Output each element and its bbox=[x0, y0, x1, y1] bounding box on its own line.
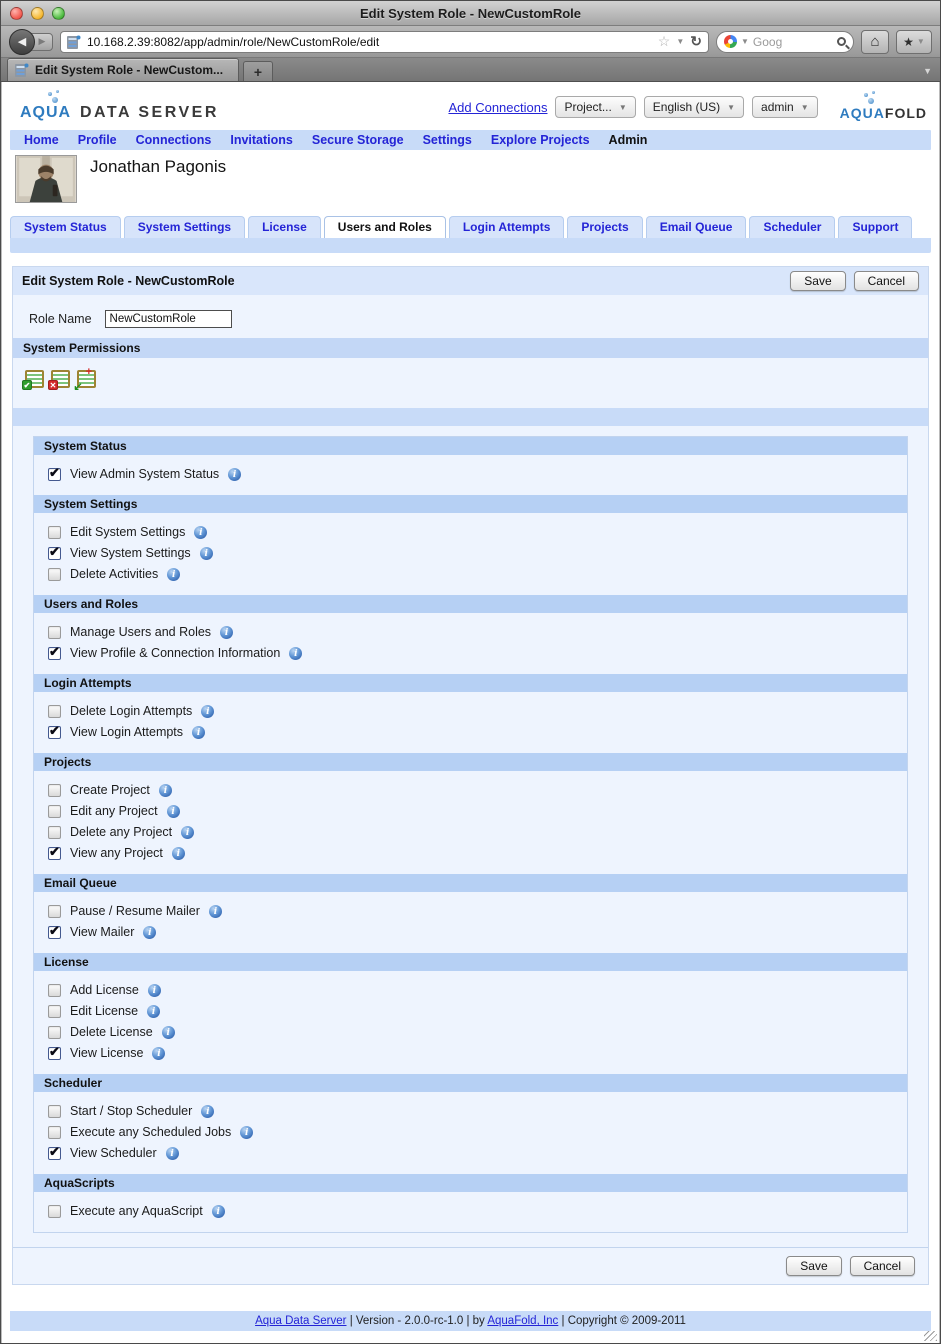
search-input[interactable]: Goog bbox=[752, 34, 783, 49]
info-icon[interactable]: i bbox=[220, 626, 233, 639]
footer-aqua-data-server-link[interactable]: Aqua Data Server bbox=[255, 1315, 347, 1328]
permission-row bbox=[34, 822, 907, 843]
permission-row bbox=[34, 780, 907, 801]
profile-block bbox=[2, 150, 939, 203]
tab-login-attempts[interactable]: Login Attempts bbox=[449, 216, 565, 238]
info-icon[interactable]: i bbox=[289, 647, 302, 660]
permission-label: View Login Attempts bbox=[70, 725, 184, 740]
permission-label: Create Project bbox=[70, 783, 150, 798]
permission-row bbox=[34, 643, 907, 664]
section-body-system-settings bbox=[34, 513, 907, 595]
permission-row bbox=[34, 722, 907, 743]
info-icon[interactable]: i bbox=[167, 805, 180, 818]
save-button[interactable]: Save bbox=[786, 1256, 841, 1276]
tab-license[interactable]: License bbox=[248, 216, 321, 238]
permission-row bbox=[34, 1001, 907, 1022]
permission-row bbox=[34, 622, 907, 643]
panel-separator bbox=[13, 408, 928, 426]
checkbox-manage-users-and-roles[interactable] bbox=[48, 626, 61, 639]
permission-row bbox=[34, 801, 907, 822]
nav-item-profile[interactable]: Profile bbox=[77, 133, 117, 147]
checkbox-edit-any-project[interactable] bbox=[48, 805, 61, 818]
checkbox-pause-resume-mailer[interactable] bbox=[48, 905, 61, 918]
nav-item-secure-storage[interactable]: Secure Storage bbox=[311, 133, 404, 147]
window-titlebar bbox=[1, 1, 940, 26]
browser-toolbar bbox=[1, 26, 940, 58]
tab-system-settings[interactable]: System Settings bbox=[124, 216, 245, 238]
tab-support[interactable]: Support bbox=[838, 216, 912, 238]
permission-label: Start / Stop Scheduler bbox=[70, 1104, 193, 1119]
section-body-email-queue bbox=[34, 892, 907, 953]
tab-email-queue[interactable]: Email Queue bbox=[646, 216, 747, 238]
info-icon[interactable]: i bbox=[240, 1126, 253, 1139]
role-name-input[interactable] bbox=[105, 310, 232, 328]
permission-label: Execute any AquaScript bbox=[70, 1204, 203, 1219]
language-dropdown-value: English (US) bbox=[652, 100, 721, 114]
permission-label: View Mailer bbox=[70, 925, 135, 940]
language-dropdown[interactable] bbox=[644, 96, 744, 118]
check-all-icon[interactable]: ✔ bbox=[25, 370, 44, 388]
checkbox-execute-any-scheduled-jobs[interactable] bbox=[48, 1126, 61, 1139]
url-dropdown-icon[interactable]: ▼ bbox=[676, 37, 685, 46]
bookmarks-button[interactable]: ★ ▼ bbox=[896, 30, 932, 54]
checkbox-view-scheduler[interactable] bbox=[48, 1147, 61, 1160]
checkbox-start-stop-scheduler[interactable] bbox=[48, 1105, 61, 1118]
checkbox-delete-activities[interactable] bbox=[48, 568, 61, 581]
user-avatar bbox=[15, 155, 77, 203]
bottom-actions bbox=[13, 1247, 928, 1284]
section-body-system-status bbox=[34, 455, 907, 495]
info-icon[interactable]: i bbox=[162, 1026, 175, 1039]
tab-users-and-roles[interactable]: Users and Roles bbox=[324, 216, 446, 238]
chevron-down-icon: ▼ bbox=[727, 102, 736, 112]
tab-projects[interactable]: Projects bbox=[567, 216, 642, 238]
permission-row bbox=[34, 464, 907, 485]
info-icon[interactable]: i bbox=[212, 1205, 225, 1218]
project-dropdown-value: Project... bbox=[564, 100, 612, 114]
checkbox-delete-any-project[interactable] bbox=[48, 826, 61, 839]
nav-item-connections[interactable]: Connections bbox=[135, 133, 212, 147]
panel-header bbox=[13, 267, 928, 295]
url-bar[interactable] bbox=[60, 31, 709, 53]
permission-label: Delete Login Attempts bbox=[70, 704, 193, 719]
cancel-button[interactable]: Cancel bbox=[854, 271, 919, 291]
section-header-users-and-roles: Users and Roles bbox=[34, 595, 907, 613]
checkbox-view-admin-system-status[interactable] bbox=[48, 468, 61, 481]
info-icon[interactable]: i bbox=[148, 984, 161, 997]
checkbox-view-profile-connection-information[interactable] bbox=[48, 647, 61, 660]
info-icon[interactable]: i bbox=[167, 568, 180, 581]
profile-name: Jonathan Pagonis bbox=[90, 157, 227, 176]
checkbox-edit-license[interactable] bbox=[48, 1005, 61, 1018]
info-icon[interactable]: i bbox=[143, 926, 156, 939]
tab-favicon-icon bbox=[15, 63, 29, 77]
main-nav bbox=[10, 130, 931, 150]
permission-label: Delete any Project bbox=[70, 825, 173, 840]
permission-label: View System Settings bbox=[70, 546, 191, 561]
permission-row bbox=[34, 1122, 907, 1143]
window-title: Edit System Role - NewCustomRole bbox=[359, 5, 582, 21]
permission-label: View License bbox=[70, 1046, 144, 1061]
permission-row bbox=[34, 1043, 907, 1064]
site-header bbox=[2, 82, 939, 128]
permission-row bbox=[34, 922, 907, 943]
browser-tab[interactable] bbox=[7, 58, 239, 81]
site-footer bbox=[10, 1311, 931, 1331]
forward-button[interactable]: ▶ bbox=[31, 33, 53, 51]
home-button[interactable]: ⌂ bbox=[861, 30, 889, 54]
permission-label: Add License bbox=[70, 983, 139, 998]
nav-item-settings[interactable]: Settings bbox=[422, 133, 472, 147]
nav-item-invitations[interactable]: Invitations bbox=[230, 133, 293, 147]
info-icon[interactable]: i bbox=[152, 1047, 165, 1060]
info-icon[interactable]: i bbox=[228, 468, 241, 481]
system-permissions-header: System Permissions bbox=[13, 338, 928, 358]
permission-label: View Admin System Status bbox=[70, 467, 220, 482]
checkbox-add-license[interactable] bbox=[48, 984, 61, 997]
permission-sections bbox=[33, 436, 908, 1233]
resize-grip[interactable] bbox=[924, 1331, 937, 1341]
nav-item-home[interactable]: Home bbox=[24, 133, 59, 147]
page-content bbox=[1, 82, 940, 1343]
section-body-users-and-roles bbox=[34, 613, 907, 674]
logo-bubbles-icon bbox=[862, 91, 876, 104]
footer-version-text: | Version - 2.0.0-rc-1.0 | by bbox=[346, 1315, 488, 1328]
info-icon[interactable]: i bbox=[194, 526, 207, 539]
chevron-down-icon: ▼ bbox=[800, 102, 809, 112]
info-icon[interactable]: i bbox=[181, 826, 194, 839]
section-body-projects bbox=[34, 771, 907, 874]
new-tab-button[interactable]: + bbox=[243, 61, 273, 81]
tab-system-status[interactable]: System Status bbox=[10, 216, 121, 238]
bookmark-star-icon[interactable]: ☆ bbox=[657, 33, 671, 49]
info-icon[interactable]: i bbox=[201, 705, 214, 718]
footer-aquafold-link[interactable]: AquaFold, Inc bbox=[487, 1315, 559, 1328]
permission-row bbox=[34, 1022, 907, 1043]
section-header-system-settings: System Settings bbox=[34, 495, 907, 513]
url-text[interactable]: 10.168.2.39:8082/app/admin/role/NewCustomRole/edit bbox=[87, 34, 380, 49]
permission-row bbox=[34, 543, 907, 564]
chevron-down-icon: ▼ bbox=[618, 102, 627, 112]
add-connections-link[interactable]: Add Connections bbox=[448, 99, 548, 115]
checkbox-view-system-settings[interactable] bbox=[48, 547, 61, 560]
section-body-license bbox=[34, 971, 907, 1074]
permission-row bbox=[34, 901, 907, 922]
aquafold-logo bbox=[840, 93, 927, 121]
tab-scheduler[interactable]: Scheduler bbox=[749, 216, 835, 238]
info-icon[interactable]: i bbox=[201, 1105, 214, 1118]
uncheck-all-icon[interactable]: ✕ bbox=[51, 370, 70, 388]
permission-label: Pause / Resume Mailer bbox=[70, 904, 200, 919]
section-body-aquascripts bbox=[34, 1192, 907, 1232]
role-name-row bbox=[13, 295, 928, 338]
info-icon[interactable]: i bbox=[159, 784, 172, 797]
search-engine-dropdown-icon[interactable]: ▼ bbox=[741, 37, 749, 46]
permission-label: View Profile & Connection Information bbox=[70, 646, 281, 661]
permission-row bbox=[34, 980, 907, 1001]
list-tabs-icon[interactable]: ▼ bbox=[923, 66, 932, 76]
permission-label: Edit any Project bbox=[70, 804, 158, 819]
checkbox-execute-any-aquascript[interactable] bbox=[48, 1205, 61, 1218]
info-icon[interactable]: i bbox=[166, 1147, 179, 1160]
info-icon[interactable]: i bbox=[172, 847, 185, 860]
project-dropdown[interactable] bbox=[555, 96, 635, 118]
role-name-label: Role Name bbox=[29, 312, 92, 327]
search-icon[interactable] bbox=[837, 37, 846, 46]
cancel-button[interactable]: Cancel bbox=[850, 1256, 915, 1276]
user-dropdown[interactable] bbox=[752, 96, 818, 118]
checkbox-delete-license[interactable] bbox=[48, 1026, 61, 1039]
section-header-projects: Projects bbox=[34, 753, 907, 771]
checkbox-view-login-attempts[interactable] bbox=[48, 726, 61, 739]
info-icon[interactable]: i bbox=[147, 1005, 160, 1018]
section-header-scheduler: Scheduler bbox=[34, 1074, 907, 1092]
back-button[interactable]: ◀ bbox=[9, 29, 35, 55]
checkbox-view-any-project[interactable] bbox=[48, 847, 61, 860]
permission-row bbox=[34, 701, 907, 722]
checkbox-view-license[interactable] bbox=[48, 1047, 61, 1060]
section-body-scheduler bbox=[34, 1092, 907, 1174]
permission-row bbox=[34, 522, 907, 543]
checkbox-delete-login-attempts[interactable] bbox=[48, 705, 61, 718]
admin-tabstrip bbox=[10, 238, 931, 253]
user-dropdown-value: admin bbox=[761, 100, 794, 114]
permission-row bbox=[34, 1143, 907, 1164]
permission-label: Delete License bbox=[70, 1025, 153, 1040]
search-box[interactable] bbox=[716, 31, 854, 53]
permission-label: Delete Activities bbox=[70, 567, 159, 582]
history-nav-buttons bbox=[9, 29, 53, 55]
admin-tabs bbox=[10, 216, 931, 238]
permission-label: Edit License bbox=[70, 1004, 139, 1019]
permission-label: View any Project bbox=[70, 846, 163, 861]
permission-label: Execute any Scheduled Jobs bbox=[70, 1125, 232, 1140]
section-body-login-attempts bbox=[34, 692, 907, 753]
permission-row bbox=[34, 1101, 907, 1122]
info-icon[interactable]: i bbox=[209, 905, 222, 918]
info-icon[interactable]: i bbox=[192, 726, 205, 739]
browser-tabbar bbox=[1, 58, 940, 82]
checkbox-create-project[interactable] bbox=[48, 784, 61, 797]
nav-item-admin[interactable]: Admin bbox=[608, 133, 648, 147]
tab-title: Edit System Role - NewCustom... bbox=[35, 63, 224, 77]
section-header-license: License bbox=[34, 953, 907, 971]
reset-selection-icon[interactable]: ↙ + bbox=[77, 370, 96, 388]
save-button[interactable]: Save bbox=[790, 271, 845, 291]
aquafold-rest-text: FOLD bbox=[884, 105, 927, 121]
permission-label: Edit System Settings bbox=[70, 525, 186, 540]
info-icon[interactable]: i bbox=[200, 547, 213, 560]
brand-rest-text: DATA SERVER bbox=[79, 104, 219, 121]
panel-title: Edit System Role - NewCustomRole bbox=[22, 274, 235, 289]
edit-role-panel bbox=[12, 266, 929, 1285]
permissions-toolbar bbox=[13, 358, 928, 403]
brand-aqua-text: AQUA bbox=[20, 104, 71, 121]
checkbox-view-mailer[interactable] bbox=[48, 926, 61, 939]
checkbox-edit-system-settings[interactable] bbox=[48, 526, 61, 539]
footer-copyright-text: | Copyright © 2009-2011 bbox=[558, 1315, 686, 1328]
nav-item-explore-projects[interactable]: Explore Projects bbox=[490, 133, 590, 147]
reload-icon[interactable]: ↻ bbox=[690, 33, 702, 49]
permission-row bbox=[34, 564, 907, 585]
header-controls bbox=[448, 93, 927, 121]
aquafold-aqua-text: AQUA bbox=[839, 105, 885, 121]
section-header-system-status: System Status bbox=[34, 437, 907, 455]
permission-label: Manage Users and Roles bbox=[70, 625, 212, 640]
site-favicon bbox=[67, 35, 81, 49]
logo-bubbles-icon bbox=[46, 90, 62, 104]
section-header-email-queue: Email Queue bbox=[34, 874, 907, 892]
section-header-aquascripts: AquaScripts bbox=[34, 1174, 907, 1192]
permission-row bbox=[34, 843, 907, 864]
section-header-login-attempts: Login Attempts bbox=[34, 674, 907, 692]
permission-row bbox=[34, 1201, 907, 1222]
aqua-data-server-logo bbox=[20, 92, 219, 122]
google-search-engine-icon[interactable] bbox=[724, 35, 737, 48]
permission-label: View Scheduler bbox=[70, 1146, 157, 1161]
